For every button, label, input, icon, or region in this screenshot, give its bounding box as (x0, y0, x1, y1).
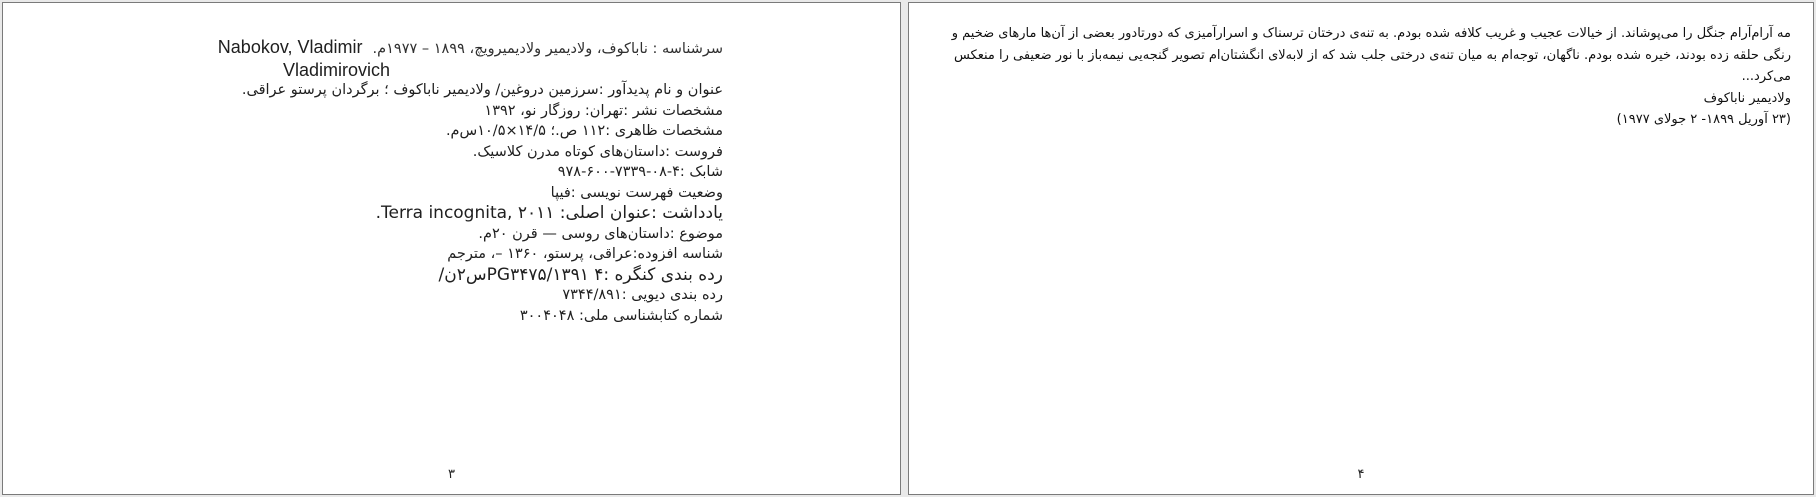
catalog-series: فروست :داستان‌های کوتاه مدرن کلاسیک. (472, 143, 723, 160)
epigraph-author-dates: (۲۳ آوریل ۱۸۹۹- ۲ جولای ۱۹۷۷) (1616, 112, 1791, 127)
page-number-left: ۳ (448, 467, 455, 482)
epigraph-paragraph: مه آرام‌آرام جنگل را می‌پوشاند. از خیالات عجیب و غریب کلافه شده بودم. به تنه‌ی درختان ترسناک و اسرارآمیزی که دورتادور بعضی از آن‌ها مارهای ضخیم و رنگی حلقه زده بودند، خیره شده بودم. ناگهان، توجه‌ام به میان تنه‌ی درختی جلب شد که از لابه‌لای انگشتان‌ام تصویر گنجه‌یی نیمه‌باز با نور ضعیفی را منعکس می‌کرد... (951, 26, 1791, 84)
catalog-dewey: رده بندی دیویی :۷۳۴۴/۸۹۱ (562, 287, 723, 303)
catalog-isbn: شابک :۴-۰۸-۷۳۳۹-۶۰۰-۹۷۸ (557, 164, 723, 180)
catalog-publication: مشخصات نشر :تهران: روزگار نو، ۱۳۹۲ (484, 102, 723, 119)
cataloging-in-publication-block (153, 37, 723, 326)
epigraph-author: ولادیمیر ناباکوف (1703, 90, 1791, 106)
page-number-right: ۴ (1357, 467, 1365, 482)
catalog-title: عنوان و نام پدیدآور :سرزمین دروغین/ ولادیمیر ناباکوف ؛ برگردان پرستو عراقی. (241, 82, 723, 98)
catalog-author-label: سرشناسه : ناباکوف، ولادیمیر ولادیمیرویچ، ۱۸۹۹ – ۱۹۷۷م. (372, 41, 723, 57)
left-page (2, 2, 901, 495)
catalog-lc-class: رده بندی کنگره :PG۳۴۷۵/۱۳۹۱ ۴س۲ن/ (438, 264, 723, 285)
catalog-note: یادداشت :عنوان اصلی: Terra incognita, ۲۰۱۱. (375, 203, 723, 223)
catalog-author-latin: Nabokov, Vladimir (217, 37, 363, 57)
catalog-status: وضعیت فهرست نویسی :فیپا (550, 184, 723, 201)
catalog-subject: موضوع :داستان‌های روسی — قرن ۲۰م. (478, 225, 723, 242)
epigraph-block (931, 23, 1791, 131)
catalog-author-latin-cont: Vladimirovich (283, 59, 391, 80)
catalog-national-number: شماره کتابشناسی ملی: ۳۰۰۴۰۴۸ (519, 307, 723, 324)
catalog-author-row (153, 37, 723, 60)
catalog-physical: مشخصات ظاهری :۱۱۲ ص.؛ ۱۴/۵×۱۰/۵س‌م. (445, 123, 723, 139)
catalog-added-entry: شناسه افزوده:عراقی، پرستو، ۱۳۶۰ –، مترجم (447, 246, 723, 262)
right-page (908, 2, 1814, 495)
